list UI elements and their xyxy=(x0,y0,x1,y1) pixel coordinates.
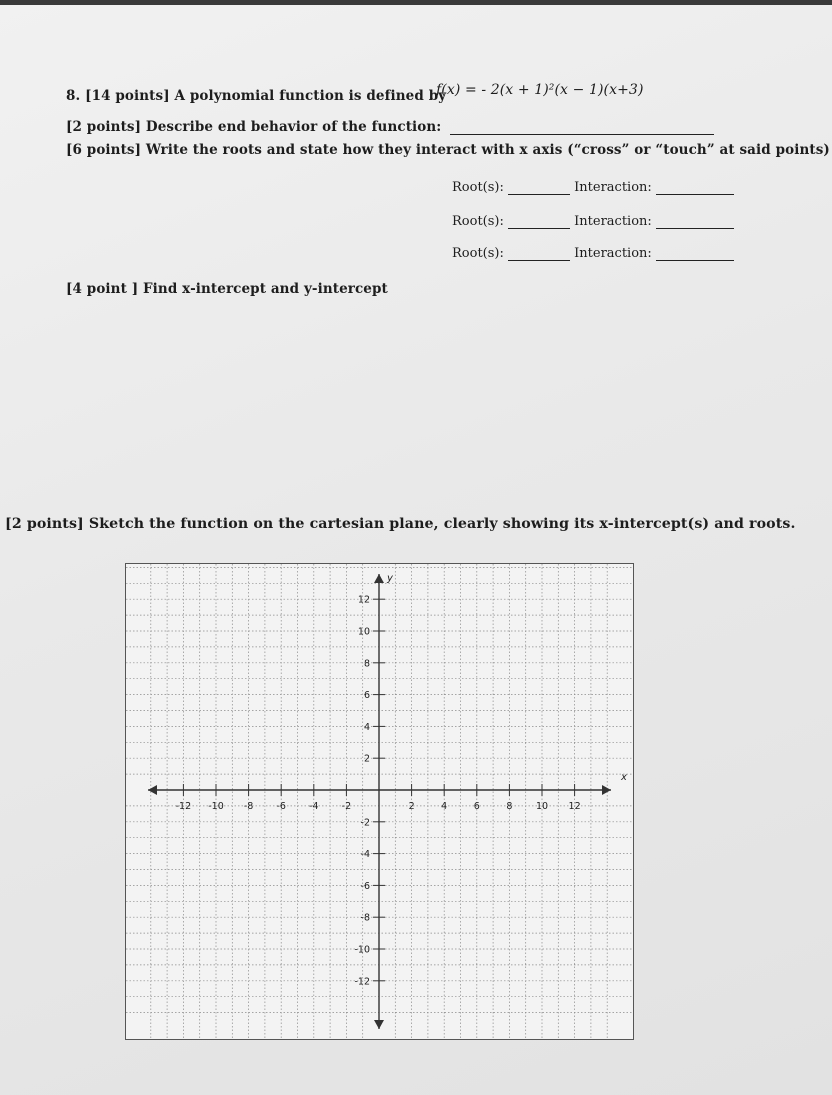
x-tick-label: 6 xyxy=(473,801,480,812)
top-edge xyxy=(0,0,832,5)
end-behavior-answer-blank[interactable] xyxy=(450,134,714,135)
interaction-label: Interaction: xyxy=(574,180,652,195)
root-row-3 xyxy=(452,246,734,261)
x-tick-label: -8 xyxy=(243,801,254,812)
y-tick-label: -8 xyxy=(360,912,370,924)
x-tick-label: -12 xyxy=(175,801,192,812)
x-tick-label: 12 xyxy=(568,801,581,812)
x-axis-left-arrow xyxy=(148,785,157,795)
y-axis-down-arrow xyxy=(374,1020,384,1029)
y-tick-label: -10 xyxy=(354,944,370,956)
x-tick-label: -4 xyxy=(309,801,319,812)
x-tick-label: -6 xyxy=(276,801,286,812)
x-tick-label: 4 xyxy=(441,801,448,812)
cartesian-plane-svg[interactable] xyxy=(126,564,633,1039)
y-tick-label: -2 xyxy=(360,817,370,829)
y-tick-label: 6 xyxy=(363,690,370,702)
end-behavior-label: [2 points] Describe end behavior of the function: xyxy=(66,119,442,135)
y-axis-letter: y xyxy=(387,573,393,584)
y-tick-label: 2 xyxy=(363,753,370,765)
x-tick-label: 10 xyxy=(535,801,549,812)
problem-points: [14 points] xyxy=(85,88,170,104)
root-row-2 xyxy=(452,214,734,229)
y-axis-up-arrow xyxy=(374,574,384,583)
root-label: Root(s): xyxy=(452,214,504,229)
roots-prompt: [6 points] Write the roots and state how they interact with x axis (“cross” or “touch” at said points) xyxy=(66,142,830,158)
x-axis-right-arrow xyxy=(602,785,611,795)
y-tick-label: -6 xyxy=(360,880,370,892)
problem-intro: A polynomial function is defined by xyxy=(174,88,447,104)
root-answer-blank[interactable] xyxy=(508,260,570,261)
y-tick-label: 12 xyxy=(357,594,370,606)
problem-number: 8. xyxy=(66,88,81,104)
x-tick-label: 2 xyxy=(408,801,415,812)
root-answer-blank[interactable] xyxy=(508,228,570,229)
root-label: Root(s): xyxy=(452,246,504,261)
y-tick-label: 8 xyxy=(363,658,370,670)
y-tick-label: -4 xyxy=(360,849,370,861)
root-answer-blank[interactable] xyxy=(508,194,570,195)
interaction-label: Interaction: xyxy=(574,246,652,261)
x-tick-label: -2 xyxy=(341,801,352,812)
y-tick-label: 4 xyxy=(363,721,370,733)
y-tick-label: -12 xyxy=(354,976,370,988)
root-row-1 xyxy=(452,180,734,195)
x-tick-label: 8 xyxy=(506,801,513,812)
interaction-answer-blank[interactable] xyxy=(656,228,734,229)
polynomial-function: f(x) = - 2(x + 1)²(x − 1)(x+3) xyxy=(436,82,644,98)
tick-labels xyxy=(176,573,627,987)
interaction-answer-blank[interactable] xyxy=(656,260,734,261)
x-tick-label: -10 xyxy=(208,801,224,812)
sketch-prompt: [2 points] Sketch the function on the cartesian plane, clearly showing its x-intercept(s) and roots. xyxy=(5,516,796,532)
end-behavior-prompt xyxy=(66,119,714,135)
x-axis-letter: x xyxy=(621,772,627,783)
interaction-label: Interaction: xyxy=(574,214,652,229)
problem-statement xyxy=(66,88,446,104)
y-tick-label: 10 xyxy=(357,626,370,638)
cartesian-plane[interactable] xyxy=(125,563,634,1040)
intercepts-prompt: [4 point ] Find x-intercept and y-intercept xyxy=(66,281,388,297)
interaction-answer-blank[interactable] xyxy=(656,194,734,195)
root-label: Root(s): xyxy=(452,180,504,195)
